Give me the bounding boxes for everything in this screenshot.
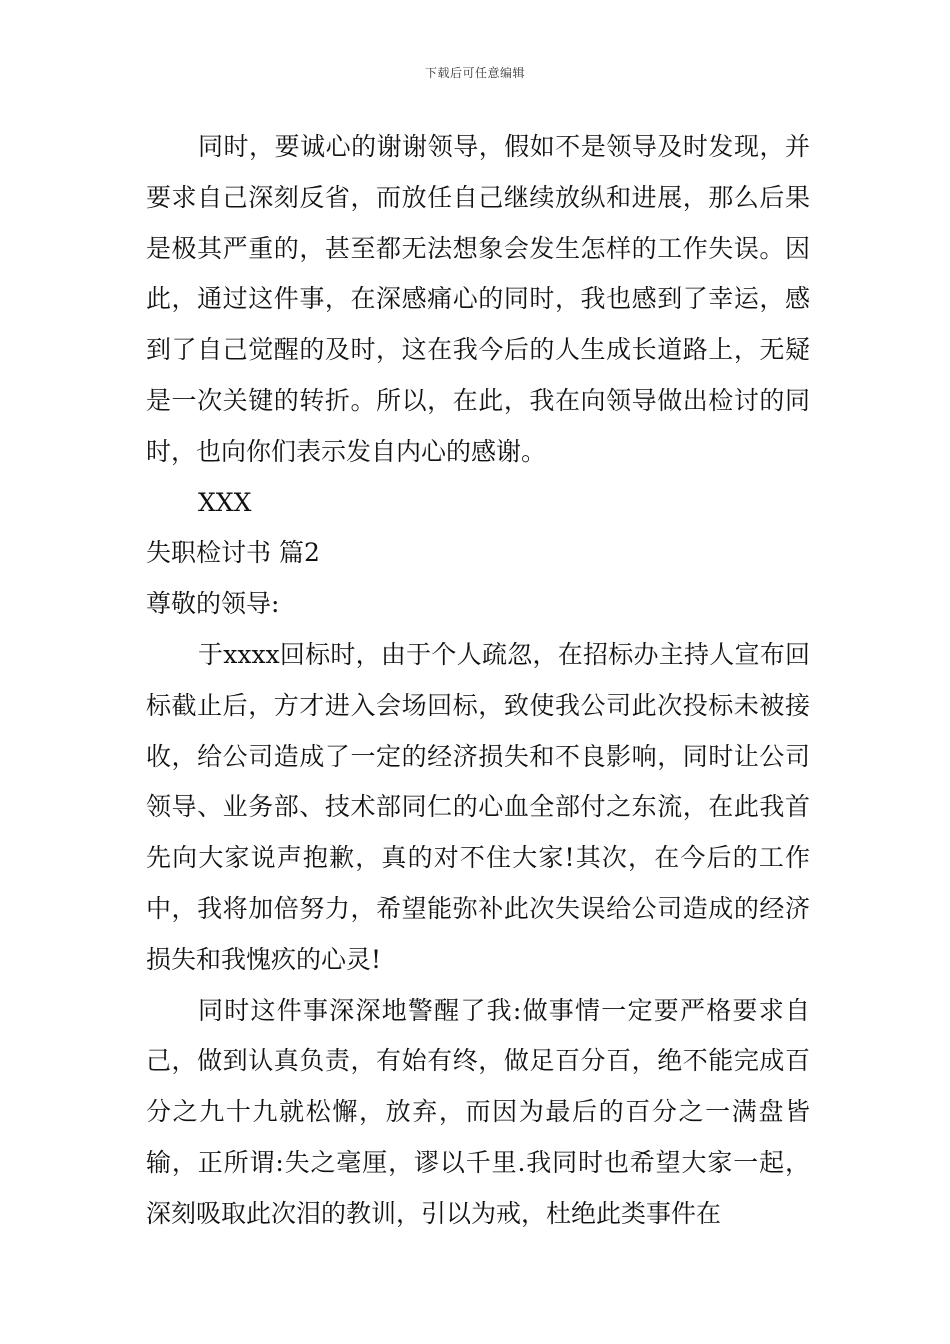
paragraph-apology: 于xxxx回标时，由于个人疏忽，在招标办主持人宣布回标截止后，方才进入会场回标，致使我公司此次投标未被接收，给公司造成了一定的经济损失和不良影响，同时让公司领导、业务部、技术部同仁的心血全部付之东流，在此我首先向大家说声抱歉，真的对不住大家!其次，在今后的工作中，我将加倍努力，希望能弥补此次失误给公司造成的经济损失和我愧疚的心灵! bbox=[146, 639, 810, 974]
section-title: 失职检讨书 篇2 bbox=[146, 538, 320, 568]
page-header-note: 下载后可任意编辑 bbox=[424, 66, 525, 80]
paragraph-gratitude: 同时，要诚心的谢谢领导，假如不是领导及时发现，并要求自己深刻反省，而放任自己继续放纵和进展，那么后果是极其严重的，甚至都无法想象会发生怎样的工作失误。因此，通过这件事，在深感痛心的同时，我也感到了幸运，感到了自己觉醒的及时，这在我今后的人生成长道路上，无疑是一次关键的转折。所以，在此，我在向领导做出检讨的同时，也向你们表示发自内心的感谢。 bbox=[146, 132, 810, 466]
signature: XXX bbox=[198, 487, 252, 517]
paragraph-lesson: 同时这件事深深地警醒了我:做事情一定要严格要求自己，做到认真负责，有始有终，做足百分百，绝不能完成百分之九十九就松懈，放弃，而因为最后的百分之一满盘皆输，正所谓:失之毫厘，谬以千里.我同时也希望大家一起，深刻吸取此次泪的教训，引以为戒，杜绝此类事件在 bbox=[146, 995, 810, 1228]
salutation: 尊敬的领导: bbox=[146, 589, 280, 619]
document-body bbox=[146, 122, 810, 1240]
